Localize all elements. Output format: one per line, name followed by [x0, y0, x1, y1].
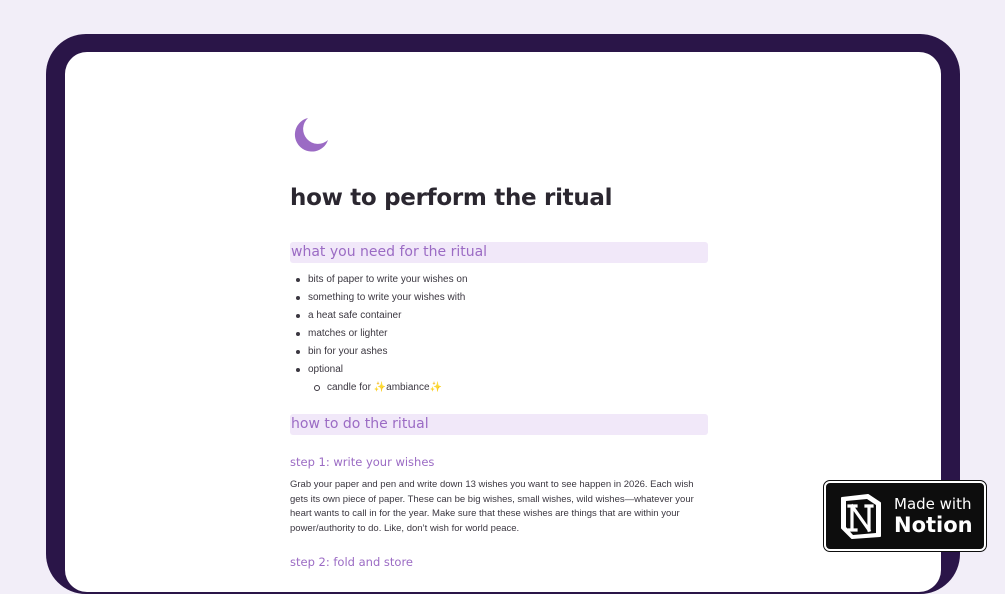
step-heading: step 2: fold and store	[290, 555, 413, 569]
sub-list-item: candle for ✨ambiance✨	[290, 379, 468, 397]
page-title: how to perform the ritual	[290, 185, 613, 211]
sparkle-icon: ✨	[429, 382, 442, 393]
section-heading-what-you-need: what you need for the ritual	[290, 242, 708, 263]
made-with-notion-badge[interactable]	[824, 481, 986, 551]
list-item: a heat safe container	[290, 307, 468, 325]
badge-label-made-with: Made with	[894, 495, 972, 513]
badge-label-notion: Notion	[894, 513, 973, 537]
step-heading: step 1: write your wishes	[290, 455, 435, 469]
step-description: Grab your paper and pen and write down 13 wishes you want to see happen in 2026. Each wish gets its own piece of paper. These can be big wishes, small wishes, wild wishes—whatever your heart wants to call in for the year. Make sure that these wishes are things that are within your power/authority to do. Like, don’t wish for world peace.	[290, 479, 694, 534]
list-item: optional	[290, 361, 468, 379]
notion-logo-icon	[838, 492, 884, 540]
list-item: bits of paper to write your wishes on	[290, 271, 468, 289]
sparkle-icon: ✨	[373, 382, 387, 393]
section-heading-how-to-do: how to do the ritual	[290, 414, 708, 435]
list-item: bin for your ashes	[290, 343, 468, 361]
supplies-list	[290, 271, 468, 397]
notion-page[interactable]	[65, 52, 941, 592]
crescent-moon-icon	[292, 116, 330, 154]
list-item: matches or lighter	[290, 325, 468, 343]
list-item: something to write your wishes with	[290, 289, 468, 307]
